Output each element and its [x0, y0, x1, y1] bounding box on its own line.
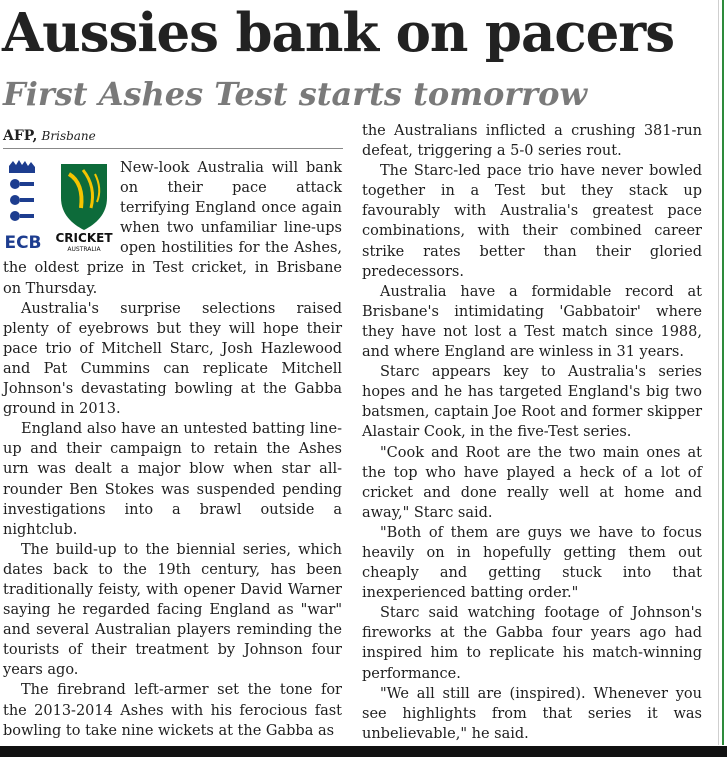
- paragraph: England also have an untested batting line-up and their campaign to retain the Ashes urn was dealt a major blow when star all-rounder Ben Stokes was suspended pending investigations into a brawl outside a nightclub.: [3, 421, 342, 538]
- subheadline: First Ashes Test starts tomorrow: [3, 75, 587, 113]
- byline-agency: AFP,: [3, 128, 38, 144]
- cricket-text: CRICKET: [55, 231, 113, 245]
- article-column-1: [3, 158, 342, 741]
- logo-space: [3, 158, 120, 258]
- headline: Aussies bank on pacers: [2, 2, 675, 64]
- paragraph: Australia have a formidable record at Brisbane's intimidating 'Gabbatoir' where they have not lost a Test match since 1988, and where England are winless in 31 years.: [362, 283, 702, 361]
- paragraph: "Cook and Root are the two main ones at the top who have played a heck of a lot of cricket and done really well at home and away," Starc said.: [362, 444, 702, 521]
- paragraph: "Both of them are guys we have to focus heavily on in hopefully getting them out cheaply and getting stuck into that inexperienced batting order.": [362, 524, 702, 602]
- bottom-border: [0, 746, 727, 757]
- byline: [3, 126, 343, 147]
- paragraph: Starc said watching footage of Johnson's fireworks at the Gabba four years ago had inspired him to replicate his match-winning performance.: [362, 605, 702, 682]
- paragraph: the Australians inflicted a crushing 381-run defeat, triggering a 5-0 series rout.: [362, 123, 702, 160]
- paragraph: New-look Australia will bank on their pace attack terrifying England once again when two unfamiliar line-ups open hostilities for the Ashes, the oldest prize in Test cricket, in Brisbane on Thursday.: [3, 160, 342, 297]
- article-column-2: [362, 121, 702, 744]
- paragraph: Starc appears key to Australia's series hopes and he has targeted England's big two batsmen, captain Joe Root and former skipper Alastair Cook, in the five-Test series.: [362, 364, 702, 441]
- byline-location: Brisbane: [41, 129, 96, 143]
- paragraph: The firebrand left-armer set the tone for the 2013-2014 Ashes with his ferocious fast bowling to take nine wickets at the Gabba as: [3, 682, 342, 739]
- paragraph: Australia's surprise selections raised plenty of eyebrows but they will hope their pace trio of Mitchell Starc, Josh Hazlewood and Pat Cummins can replicate Mitchell Johnson's devastating bowling at the Gabba ground in 2013.: [3, 300, 342, 418]
- green-margin-rule: [722, 0, 724, 745]
- paragraph: The build-up to the biennial series, which dates back to the 19th century, has been traditionally feisty, with opener David Warner saying he regarded facing England as "war" and several Australian players reminding the tourists of their treatment by Johnson four years ago.: [3, 541, 342, 679]
- column-rule: [718, 0, 719, 745]
- ecb-text: ECB: [4, 233, 42, 252]
- byline-divider: [3, 148, 343, 149]
- paragraph: The Starc-led pace trio have never bowled together in a Test but they stack up favourably with Australia's greatest pace combinations, with their combined career strike rates better than their gloried predecessors.: [362, 163, 702, 280]
- paragraph: "We all still are (inspired). Whenever you see highlights from that series it was unbelievable," he said.: [362, 685, 702, 742]
- australia-text: AUSTRALIA: [67, 246, 101, 253]
